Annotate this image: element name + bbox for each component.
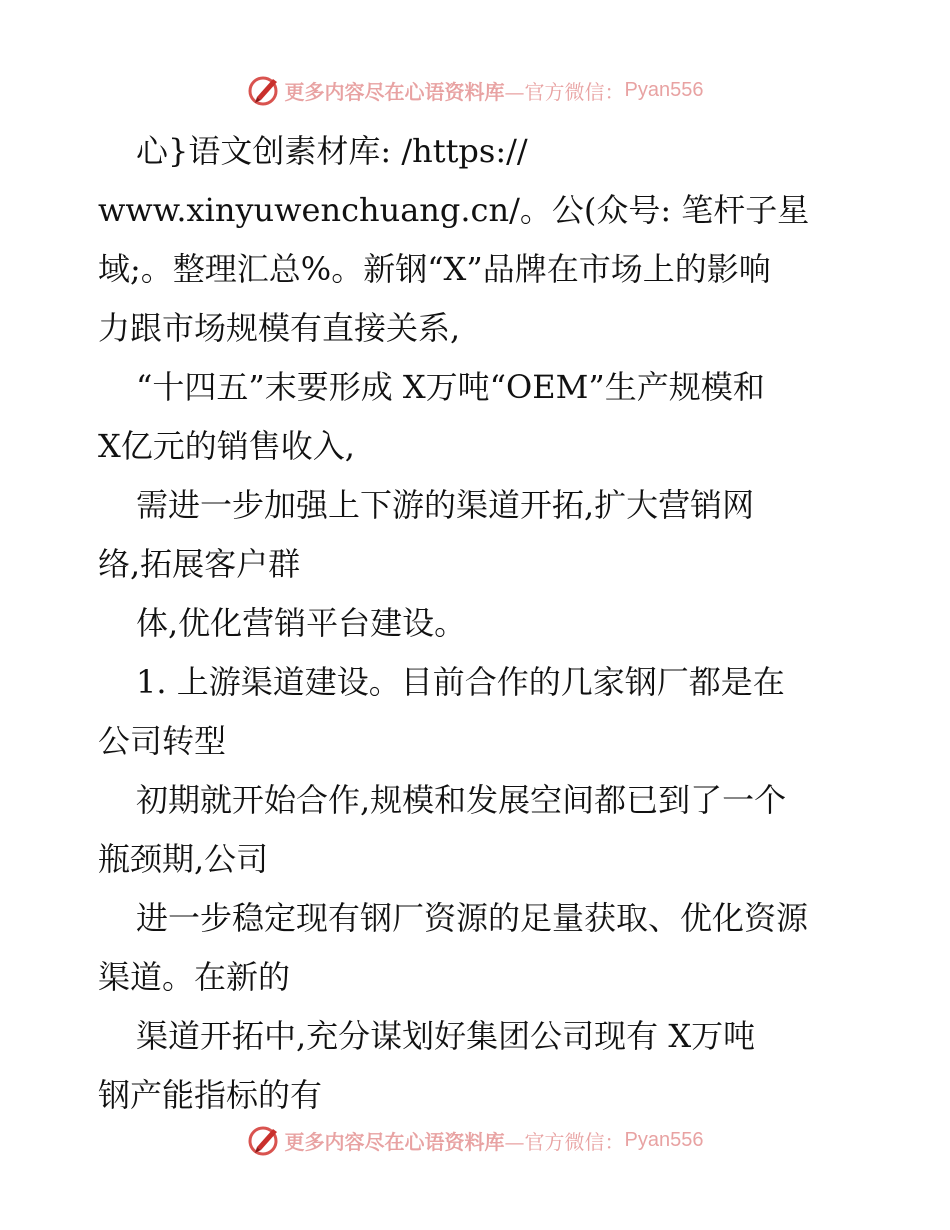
text-line: 钢产能指标的有 xyxy=(98,1076,323,1114)
text-line: www.xinyuwenchuang.cn/。公(众号: 笔杆子星 xyxy=(98,191,810,229)
text-line: 体,优化营销平台建设。 xyxy=(136,604,467,642)
text-line: 公司转型 xyxy=(98,722,227,760)
text-line: 力跟市场规模有直接关系, xyxy=(98,309,461,347)
text-line: 心}语文创素材库: /https:// xyxy=(136,132,528,170)
header-banner xyxy=(0,70,950,110)
text-line: X亿元的销售收入, xyxy=(98,427,355,465)
banner-account: Pyan556 xyxy=(624,78,704,101)
text-line: 渠道。在新的 xyxy=(98,958,291,996)
document-body xyxy=(98,122,858,1125)
text-line: 初期就开始合作,规模和发展空间都已到了一个 xyxy=(136,781,787,819)
text-line: 络,拓展客户群 xyxy=(98,545,301,583)
text-line: 瓶颈期,公司 xyxy=(98,840,269,878)
banner-separator: —官方微信： xyxy=(504,1129,625,1154)
text-line: “十四五”末要形成 X万吨“OEM”生产规模和 xyxy=(136,368,765,406)
text-line: 需进一步加强上下游的渠道开拓,扩大营销网 xyxy=(136,486,755,524)
banner-title: 更多内容尽在心语资料库 xyxy=(284,1129,505,1154)
text-line: 域;。整理汇总%。新钢“X”品牌在市场上的影响 xyxy=(98,250,771,288)
pen-logo-icon xyxy=(247,1123,281,1157)
text-line: 渠道开拓中,充分谋划好集团公司现有 X万吨 xyxy=(136,1017,756,1055)
banner-account: Pyan556 xyxy=(624,1128,704,1151)
banner-separator: —官方微信： xyxy=(504,79,625,104)
footer-banner xyxy=(0,1120,950,1160)
pen-logo-icon xyxy=(247,73,281,107)
text-line: 1. 上游渠道建设。目前合作的几家钢厂都是在 xyxy=(136,663,785,701)
banner-title: 更多内容尽在心语资料库 xyxy=(284,79,505,104)
text-line: 进一步稳定现有钢厂资源的足量获取、优化资源 xyxy=(136,899,809,937)
